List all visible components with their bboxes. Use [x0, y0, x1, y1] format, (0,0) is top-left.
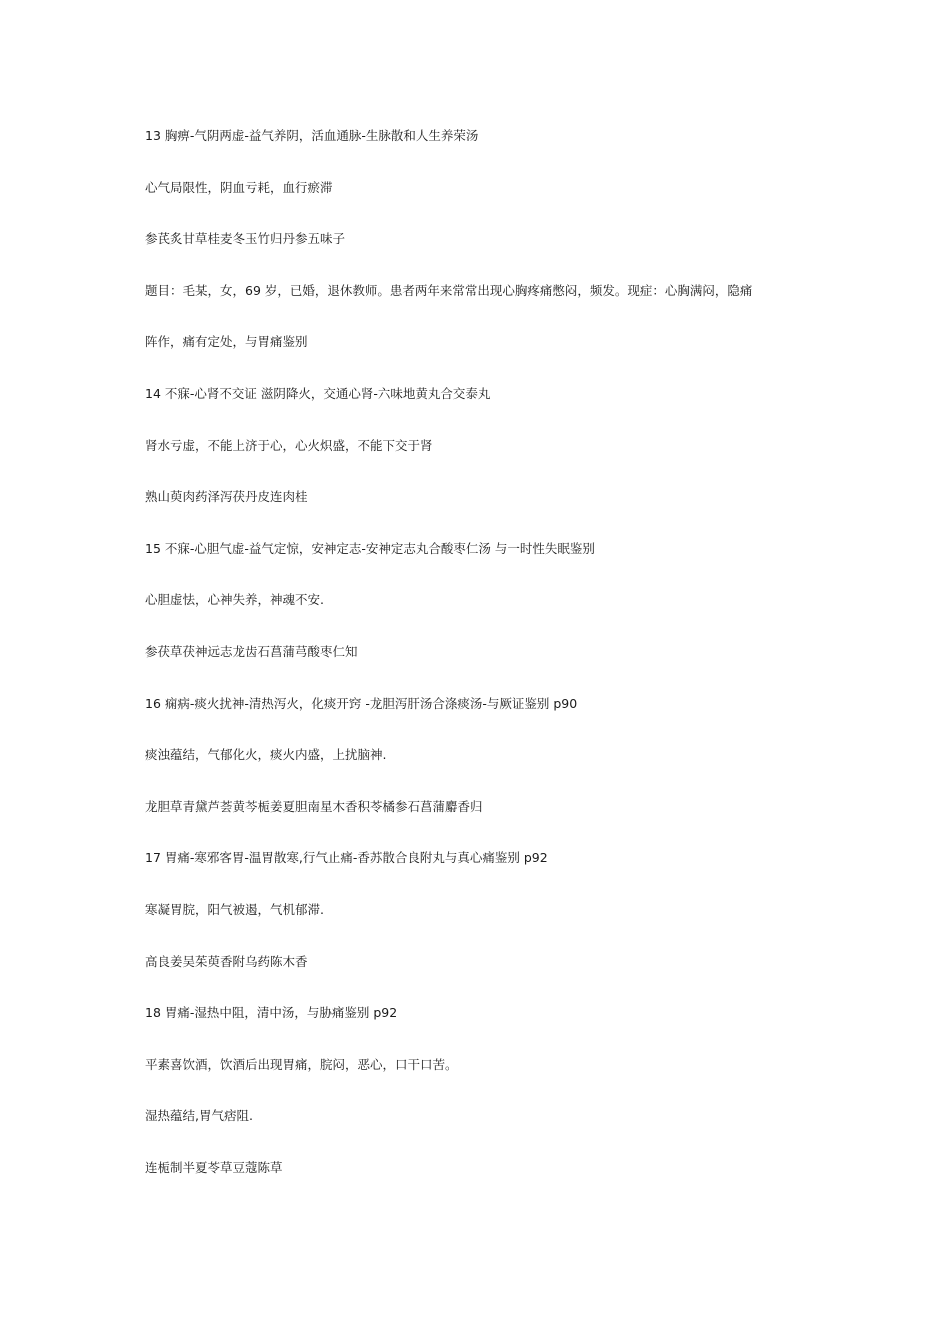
text-line: 17 胃痛-寒邪客胃-温胃散寒,行气止痛-香苏散合良附丸与真心痛鉴别 p92 — [145, 850, 548, 866]
text-line: 18 胃痛-湿热中阻，清中汤，与胁痛鉴别 p92 — [145, 1005, 398, 1021]
text-line: 熟山萸肉药泽泻茯丹皮连肉桂 — [145, 489, 308, 505]
text-line: 14 不寐-心肾不交证 滋阴降火，交通心肾-六味地黄丸合交泰丸 — [145, 385, 491, 401]
text-line: 15 不寐-心胆气虚-益气定惊，安神定志-安神定志丸合酸枣仁汤 与一时性失眠鉴别 — [145, 540, 595, 556]
text-line: 16 痫病-痰火扰神-清热泻火，化痰开窍 -龙胆泻肝汤合涤痰汤-与厥证鉴别 p90 — [145, 695, 578, 711]
text-line: 心胆虚怯，心神失养，神魂不安. — [145, 592, 324, 608]
text-line: 肾水亏虚，不能上济于心，心火炽盛，不能下交于肾 — [145, 437, 433, 453]
text-line: 题目：毛某，女，69 岁，已婚，退休教师。患者两年来常常出现心胸疼痛憋闷，频发。现症：心胸满闷，隐痛 — [145, 282, 753, 298]
text-line: 阵作，痛有定处，与胃痛鉴别 — [145, 334, 308, 350]
text-line: 参芪炙甘草桂麦冬玉竹归丹参五味子 — [145, 231, 346, 247]
text-line: 湿热蕴结,胃气痞阻. — [145, 1108, 253, 1124]
text-line: 参茯草茯神远志龙齿石菖蒲芎酸枣仁知 — [145, 643, 358, 659]
text-line: 平素喜饮酒，饮酒后出现胃痛，脘闷，恶心，口干口苦。 — [145, 1056, 458, 1072]
text-line: 心气局限性，阴血亏耗，血行瘀滞 — [145, 179, 333, 195]
text-line: 高良姜吴茱萸香附乌药陈木香 — [145, 953, 308, 969]
text-line: 痰浊蕴结，气郁化火，痰火内盛，上扰脑神. — [145, 747, 387, 763]
text-line: 连栀制半夏苓草豆蔻陈草 — [145, 1159, 283, 1175]
text-line: 13 胸痹-气阴两虚-益气养阴，活血通脉-生脉散和人生养荣汤 — [145, 128, 479, 143]
document-body — [145, 124, 825, 1207]
text-line: 寒凝胃脘，阳气被遏，气机郁滞. — [145, 901, 324, 917]
text-line: 龙胆草青黛芦荟黄芩栀姜夏胆南星木香积苓橘参石菖蒲麝香归 — [145, 798, 483, 814]
